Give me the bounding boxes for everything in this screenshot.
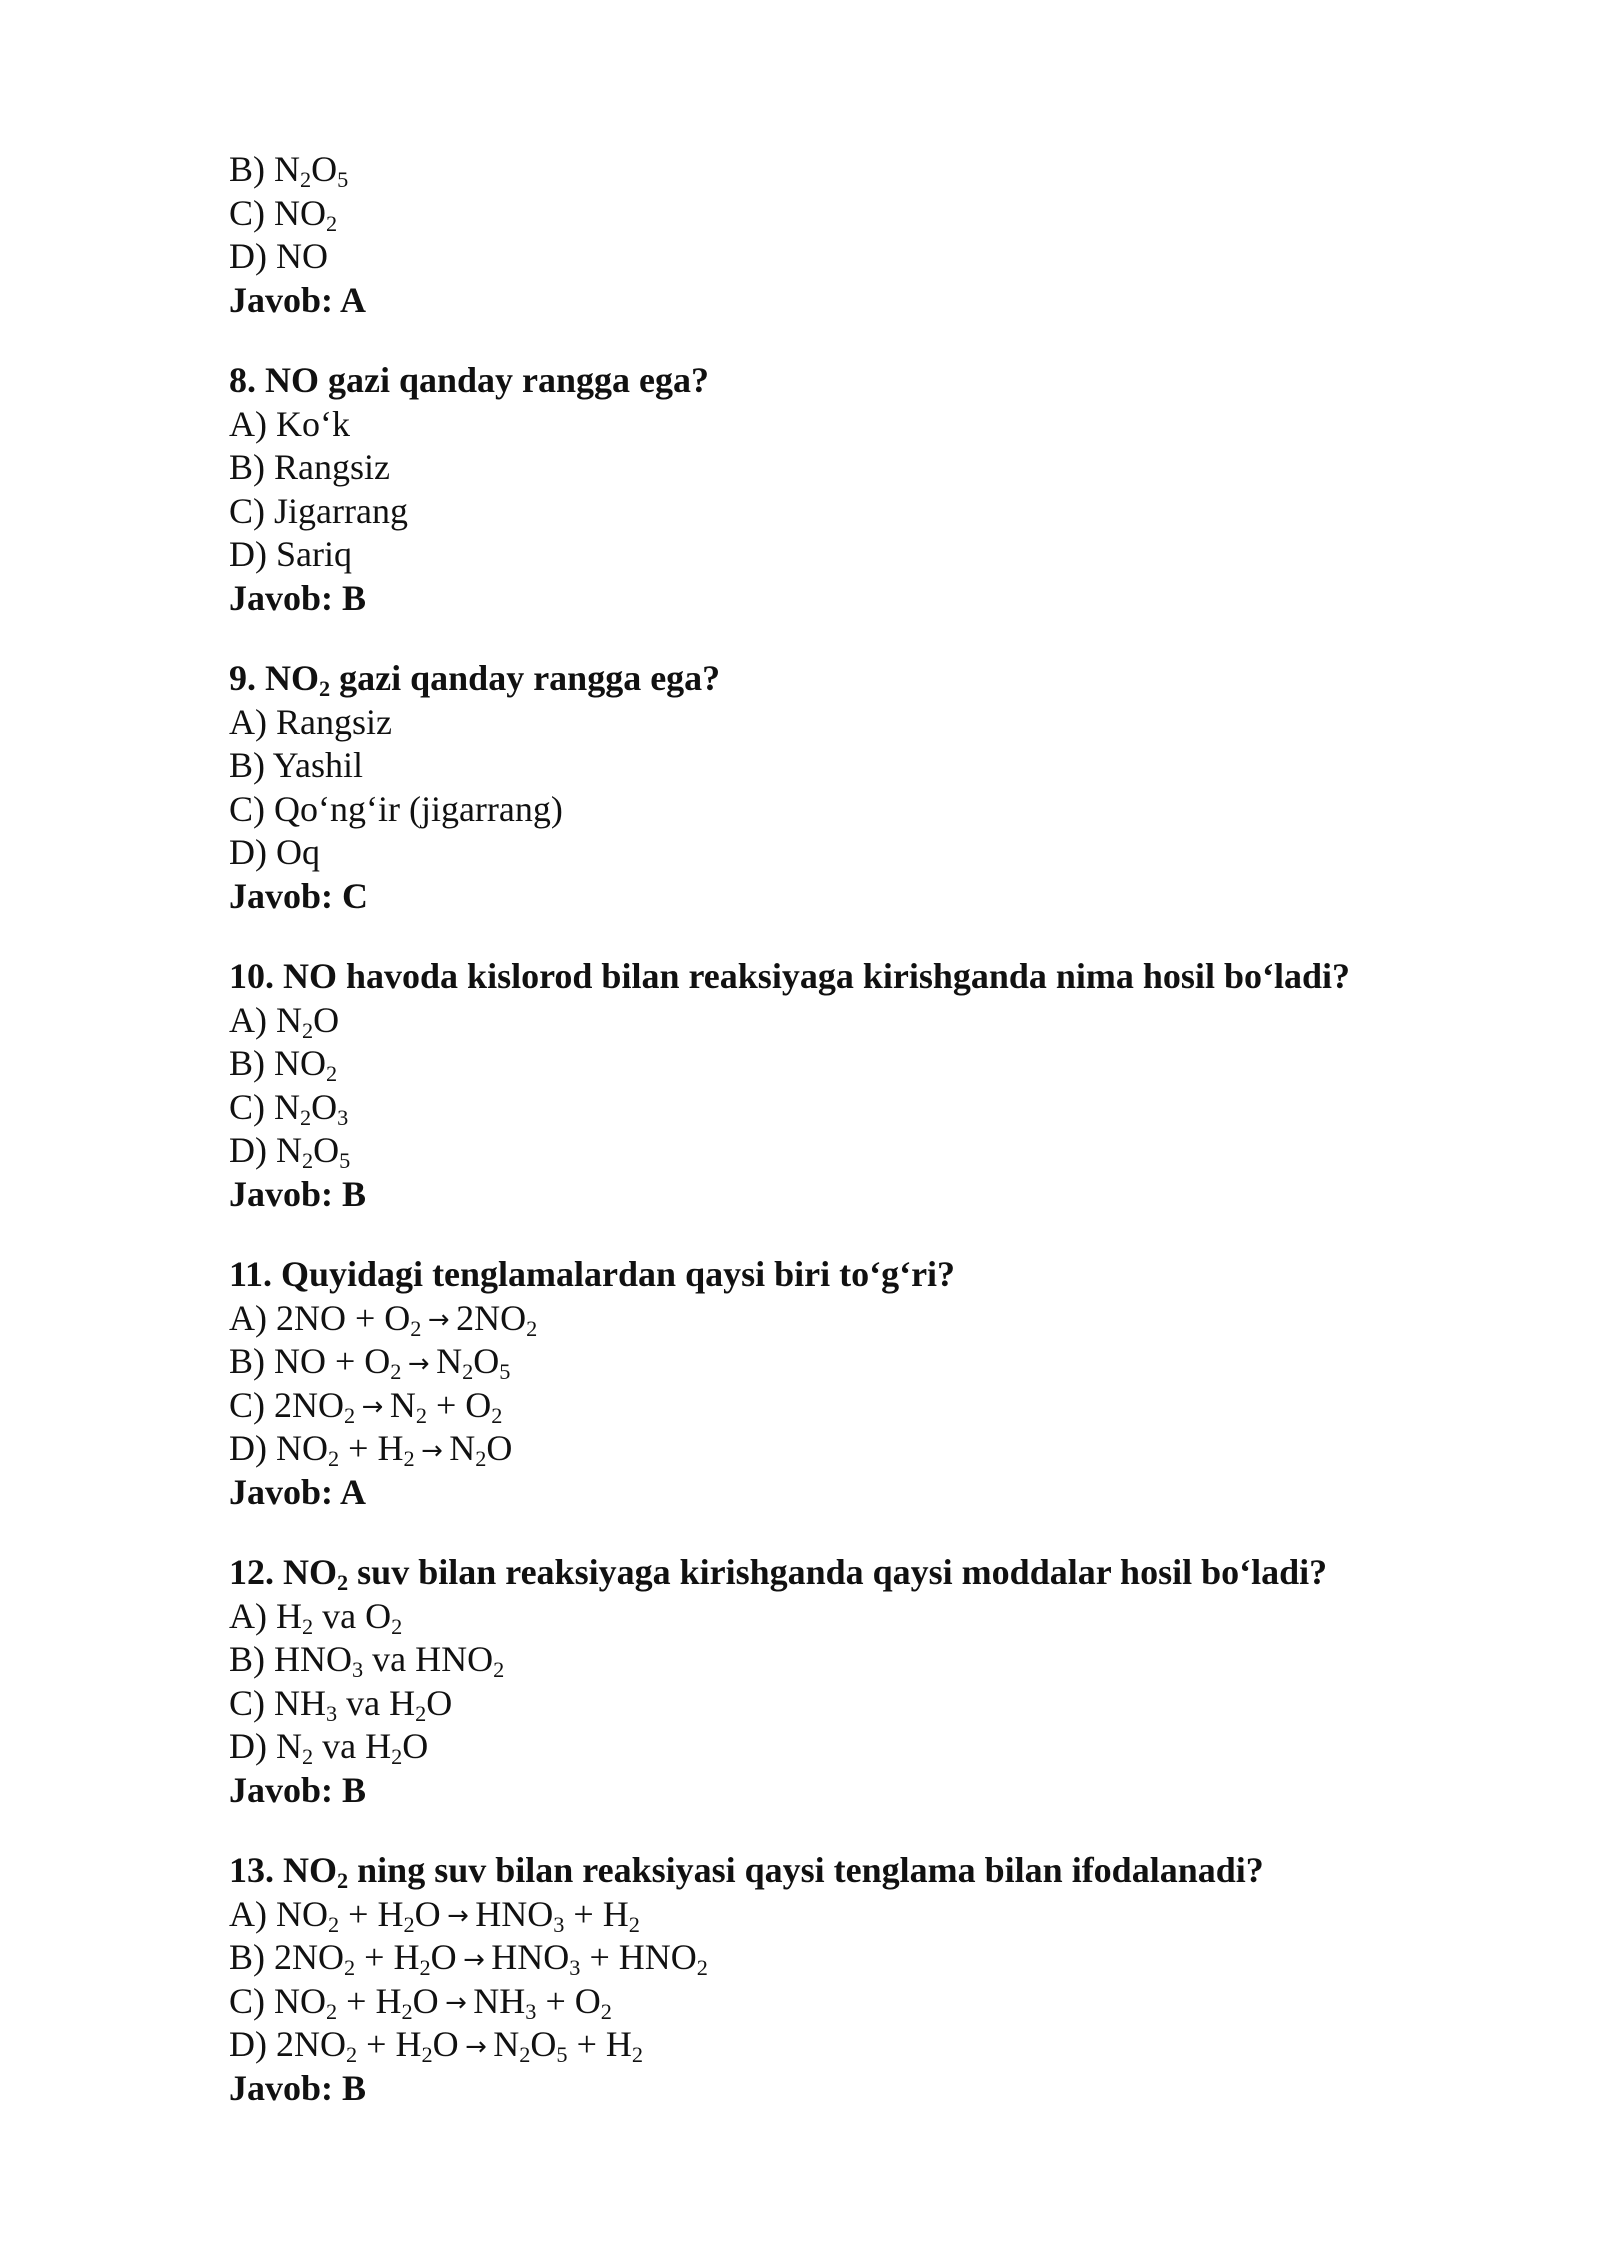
- text-segment: + O: [536, 1980, 601, 2021]
- text-segment: C) N: [229, 1086, 300, 1127]
- subscript: 3: [352, 1657, 364, 1683]
- answer-option: [229, 1893, 1529, 1937]
- reaction-arrow: →: [445, 1988, 467, 2019]
- text-segment: C) Qo‘ng‘ir (jigarrang): [229, 788, 563, 829]
- text-segment: O: [530, 2024, 557, 2064]
- block-spacer: [229, 918, 1529, 955]
- text-segment: + H: [567, 2024, 632, 2064]
- subscript: 2: [301, 1148, 314, 1174]
- answer-option: [229, 490, 1529, 534]
- text-segment: O: [412, 1980, 439, 2021]
- reaction-arrow: →: [463, 1944, 485, 1975]
- question-block: [229, 657, 1529, 918]
- subscript: 3: [525, 1998, 537, 2024]
- question-block: [229, 955, 1529, 1216]
- text-segment: va HNO: [363, 1639, 494, 1679]
- question-text: [229, 1551, 1529, 1595]
- document-page: [229, 148, 1529, 2110]
- subscript: 2: [300, 1104, 312, 1130]
- subscript: 2: [301, 1744, 314, 1770]
- text-segment: B) HNO: [229, 1639, 352, 1679]
- subscript: 3: [569, 1955, 581, 1981]
- subscript: 2: [401, 1998, 413, 2024]
- text-segment: + H: [339, 1428, 404, 1468]
- block-spacer: [229, 1514, 1529, 1551]
- subscript: 2: [301, 1613, 314, 1639]
- text-segment: D) 2NO: [229, 2024, 346, 2064]
- subscript: 2: [631, 2042, 644, 2068]
- subscript: 2: [337, 1570, 349, 1596]
- block-spacer: [229, 1812, 1529, 1849]
- text-segment: B) 2NO: [229, 1937, 344, 1977]
- text-segment: va H: [337, 1682, 416, 1723]
- text-segment: D) N: [229, 1726, 302, 1766]
- text-segment: + HNO: [580, 1937, 697, 1977]
- reaction-arrow: →: [361, 1392, 384, 1423]
- text-segment: O: [430, 1937, 457, 1977]
- text-segment: B) Rangsiz: [229, 447, 390, 487]
- question-text: [229, 1849, 1529, 1893]
- subscript: 2: [301, 1017, 314, 1043]
- question-block: [229, 148, 1529, 322]
- text-segment: 8. NO gazi qanday rangga ega?: [229, 360, 710, 400]
- answer-option: [229, 1427, 1529, 1471]
- question-block: [229, 359, 1529, 620]
- text-segment: B) N: [229, 149, 300, 189]
- question-text: [229, 657, 1529, 701]
- subscript: 2: [403, 1446, 415, 1472]
- answer-option: [229, 1384, 1529, 1428]
- subscript: 2: [419, 1955, 431, 1981]
- question-block: [229, 1849, 1529, 2110]
- subscript: 5: [337, 167, 349, 193]
- text-segment: C) 2NO: [229, 1384, 344, 1425]
- correct-answer: Javob: B: [229, 2067, 367, 2108]
- subscript: 2: [390, 1359, 402, 1385]
- question-block: [229, 1253, 1529, 1514]
- subscript: 2: [326, 1998, 338, 2024]
- text-segment: C) NO: [229, 1980, 326, 2021]
- subscript: 2: [462, 1359, 474, 1385]
- text-segment: HNO: [491, 1937, 570, 1977]
- answer-option: [229, 1595, 1529, 1639]
- answer-option: [229, 1936, 1529, 1980]
- text-segment: C) NO: [229, 192, 326, 233]
- answer-option: [229, 788, 1529, 832]
- text-segment: D) Sariq: [229, 534, 352, 574]
- text-segment: O: [313, 1130, 340, 1170]
- subscript: 2: [415, 1402, 427, 1428]
- subscript: 2: [519, 2042, 531, 2068]
- text-segment: A) H: [229, 1595, 302, 1636]
- text-segment: NH: [473, 1980, 526, 2021]
- text-segment: C) Jigarrang: [229, 490, 408, 531]
- text-segment: O: [414, 1893, 441, 1934]
- subscript: 2: [410, 1315, 422, 1341]
- subscript: 5: [556, 2042, 568, 2068]
- reaction-arrow: →: [407, 1348, 430, 1379]
- subscript: 2: [300, 167, 312, 193]
- subscript: 2: [327, 1911, 340, 1937]
- text-segment: + H: [564, 1893, 629, 1934]
- answer-option: [229, 192, 1529, 236]
- text-segment: B) NO: [229, 1043, 326, 1083]
- text-segment: D) NO: [229, 236, 328, 276]
- text-segment: N: [449, 1428, 476, 1468]
- answer-option: [229, 744, 1529, 788]
- text-segment: A) N: [229, 999, 302, 1040]
- answer-option: [229, 2023, 1529, 2067]
- text-segment: 11. Quyidagi tenglamalardan qaysi biri to‘g‘ri?: [229, 1254, 956, 1294]
- answer-option: [229, 1340, 1529, 1384]
- text-segment: D) NO: [229, 1428, 328, 1468]
- text-segment: 12. NO: [229, 1552, 337, 1592]
- subscript: 2: [326, 1061, 338, 1087]
- subscript: 2: [326, 210, 338, 236]
- question-text: [229, 359, 1529, 403]
- answer-option: [229, 235, 1529, 279]
- answer-option: [229, 1297, 1529, 1341]
- answer-option: [229, 446, 1529, 490]
- text-segment: B) NO + O: [229, 1341, 391, 1381]
- text-segment: gazi qanday rangga ega?: [330, 658, 721, 698]
- subscript: 5: [339, 1148, 351, 1174]
- text-segment: va H: [313, 1726, 392, 1766]
- answer-option: [229, 999, 1529, 1043]
- text-segment: 13. NO: [229, 1850, 337, 1890]
- text-segment: A) Rangsiz: [229, 701, 392, 742]
- text-segment: O: [426, 1682, 453, 1723]
- subscript: 2: [415, 1700, 427, 1726]
- answer-option: [229, 1725, 1529, 1769]
- correct-answer: Javob: B: [229, 1769, 367, 1810]
- block-spacer: [229, 322, 1529, 359]
- subscript: 2: [344, 1402, 356, 1428]
- block-spacer: [229, 1216, 1529, 1253]
- subscript: 2: [475, 1446, 487, 1472]
- text-segment: N: [493, 2024, 520, 2064]
- reaction-arrow: →: [447, 1901, 469, 1932]
- text-segment: O: [402, 1726, 429, 1766]
- text-segment: O: [473, 1341, 500, 1381]
- answer-option: [229, 1638, 1529, 1682]
- correct-answer: Javob: B: [229, 577, 367, 618]
- subscript: 3: [326, 1700, 338, 1726]
- text-segment: N: [389, 1384, 416, 1425]
- text-segment: C) NH: [229, 1682, 326, 1723]
- subscript: 5: [499, 1359, 511, 1385]
- text-segment: O: [311, 149, 338, 189]
- correct-answer: Javob: B: [229, 1173, 367, 1214]
- answer-option: [229, 403, 1529, 447]
- question-text: [229, 1253, 1529, 1297]
- text-segment: + H: [337, 1980, 402, 2021]
- text-segment: O: [486, 1428, 513, 1468]
- subscript: 2: [344, 1955, 356, 1981]
- answer-option: [229, 1682, 1529, 1726]
- subscript: 2: [421, 2042, 433, 2068]
- reaction-arrow: →: [421, 1435, 443, 1466]
- reaction-arrow: →: [465, 2031, 487, 2062]
- answer-option: [229, 1129, 1529, 1173]
- text-segment: A) 2NO + O: [229, 1297, 411, 1338]
- correct-answer: Javob: C: [229, 875, 369, 916]
- text-segment: + H: [355, 1937, 420, 1977]
- subscript: 2: [526, 1315, 538, 1341]
- reaction-arrow: →: [427, 1305, 450, 1336]
- subscript: 2: [600, 1998, 612, 2024]
- subscript: 2: [337, 1868, 349, 1894]
- text-segment: O: [311, 1086, 338, 1127]
- question-block: [229, 1551, 1529, 1812]
- text-segment: + H: [357, 2024, 422, 2064]
- text-segment: A) NO: [229, 1893, 328, 1934]
- subscript: 2: [628, 1911, 640, 1937]
- text-segment: 2NO: [456, 1297, 527, 1338]
- block-spacer: [229, 620, 1529, 657]
- text-segment: ning suv bilan reaksiyasi qaysi tenglama bilan ifodalanadi?: [348, 1850, 1264, 1890]
- subscript: 2: [345, 2042, 358, 2068]
- subscript: 3: [337, 1104, 349, 1130]
- subscript: 2: [391, 1744, 403, 1770]
- text-segment: A) Ko‘k: [229, 403, 350, 444]
- subscript: 2: [391, 1613, 403, 1639]
- text-segment: O: [313, 999, 340, 1040]
- text-segment: D) Oq: [229, 832, 320, 872]
- subscript: 2: [491, 1402, 503, 1428]
- subscript: 3: [553, 1911, 565, 1937]
- text-segment: D) N: [229, 1130, 302, 1170]
- text-segment: + H: [339, 1893, 404, 1934]
- text-segment: 10. NO havoda kislorod bilan reaksiyaga kirishganda nima hosil bo‘ladi?: [229, 956, 1350, 996]
- text-segment: N: [436, 1341, 463, 1381]
- text-segment: B) Yashil: [229, 745, 364, 785]
- correct-answer: Javob: A: [229, 279, 367, 320]
- text-segment: HNO: [475, 1893, 554, 1934]
- answer-option: [229, 701, 1529, 745]
- subscript: 2: [319, 676, 331, 702]
- subscript: 2: [327, 1446, 340, 1472]
- subscript: 2: [403, 1911, 415, 1937]
- answer-option: [229, 831, 1529, 875]
- text-segment: 9. NO: [229, 658, 319, 698]
- subscript: 2: [696, 1955, 708, 1981]
- answer-option: [229, 1086, 1529, 1130]
- answer-option: [229, 148, 1529, 192]
- subscript: 2: [493, 1657, 505, 1683]
- text-segment: va O: [313, 1595, 392, 1636]
- question-text: [229, 955, 1529, 999]
- text-segment: suv bilan reaksiyaga kirishganda qaysi moddalar hosil bo‘ladi?: [348, 1552, 1328, 1592]
- text-segment: + O: [426, 1384, 492, 1425]
- answer-option: [229, 1980, 1529, 2024]
- correct-answer: Javob: A: [229, 1471, 367, 1512]
- answer-option: [229, 533, 1529, 577]
- text-segment: O: [432, 2024, 459, 2064]
- answer-option: [229, 1042, 1529, 1086]
